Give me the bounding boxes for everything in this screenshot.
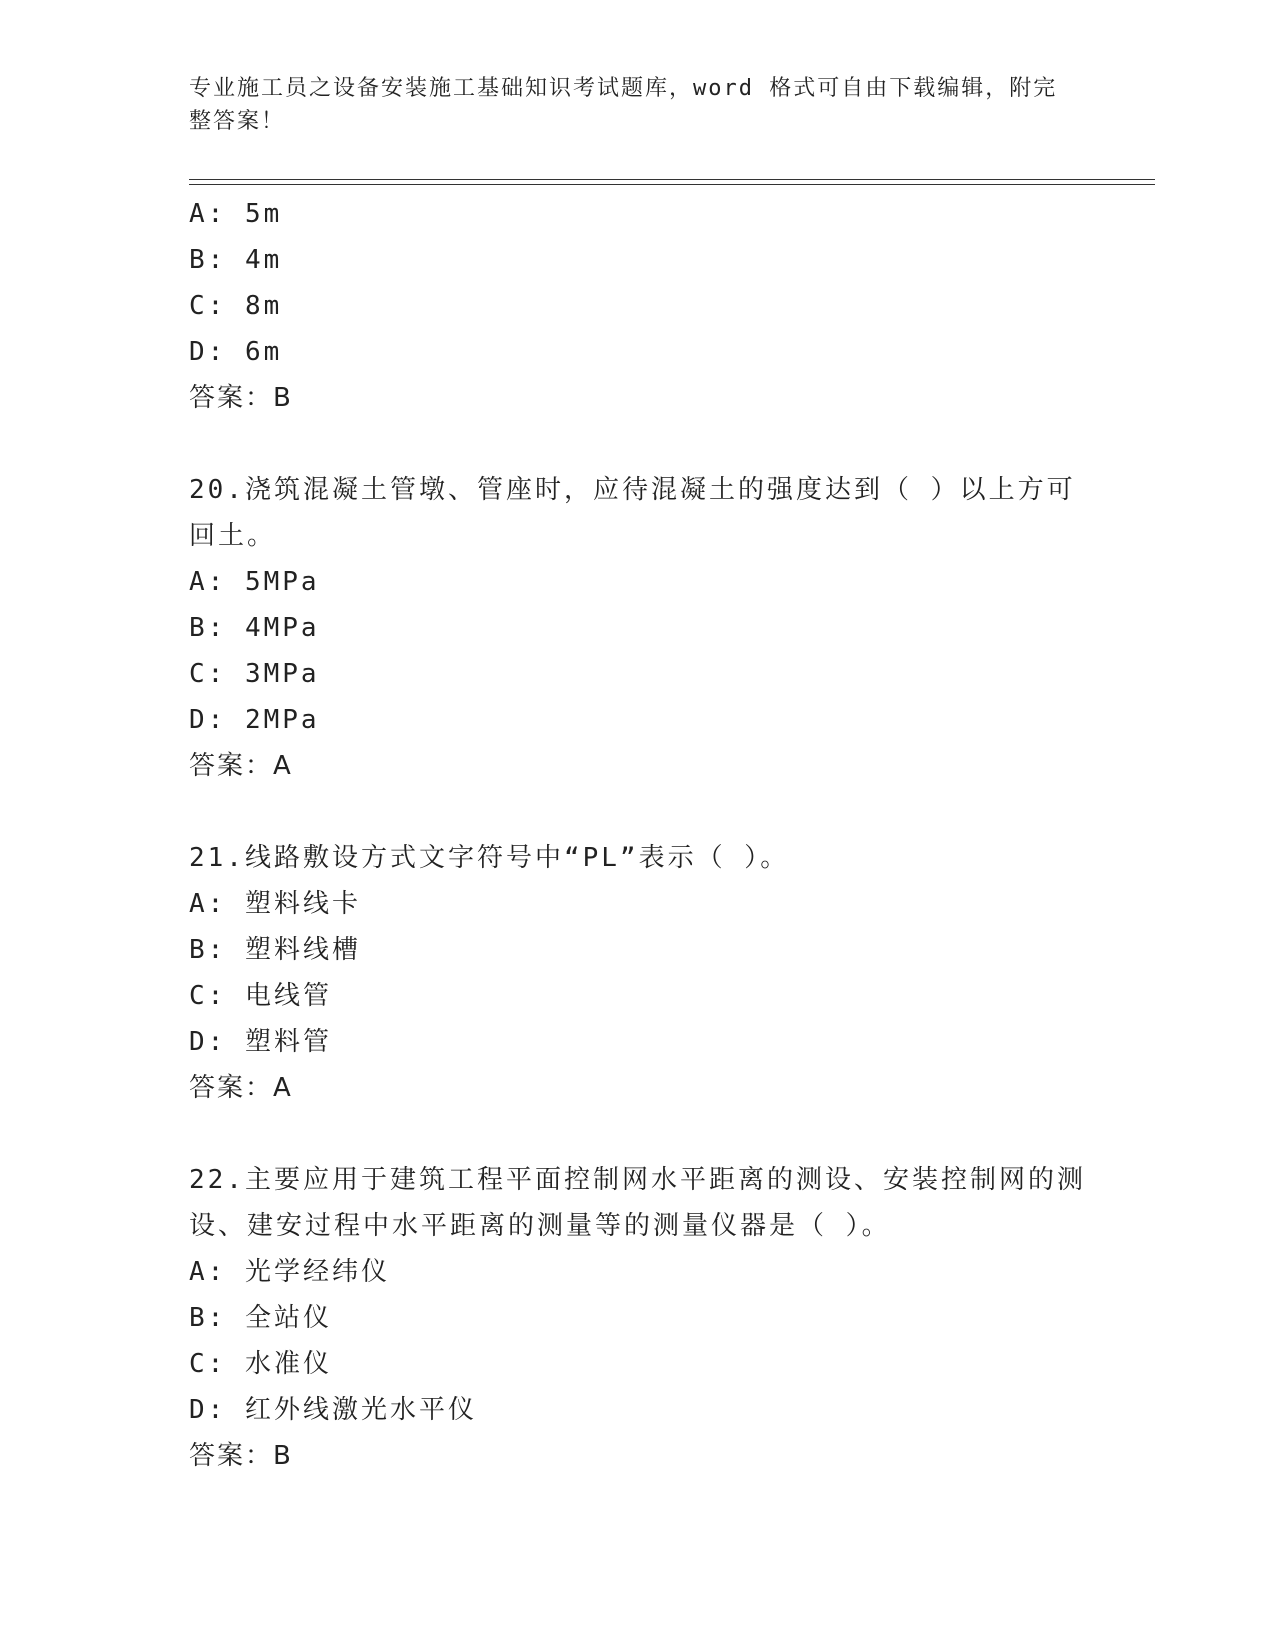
header-divider-top — [189, 179, 1155, 180]
spacer — [189, 421, 1089, 467]
answer: 答案：A — [189, 1073, 293, 1103]
spacer — [189, 789, 1089, 835]
option-b: B: 4MPa — [189, 613, 320, 643]
header-line-2: 整答案！ — [189, 109, 286, 134]
question-stem: 22.主要应用于建筑工程平面控制网水平距离的测设、安装控制网的测 — [189, 1165, 1086, 1195]
option-a: A: 5m — [189, 199, 283, 229]
option-a: A: 5MPa — [189, 567, 320, 597]
document-header — [189, 72, 1069, 138]
option-c: C: 水准仪 — [189, 1349, 332, 1379]
option-d: D: 6m — [189, 337, 283, 367]
option-a: A: 塑料线卡 — [189, 889, 361, 919]
header-divider-bottom — [189, 184, 1155, 185]
answer: 答案：B — [189, 383, 293, 413]
option-a: A: 光学经纬仪 — [189, 1257, 390, 1287]
answer: 答案：A — [189, 751, 293, 781]
option-d: D: 红外线激光水平仪 — [189, 1395, 477, 1425]
question-22 — [189, 1157, 1089, 1479]
question-21 — [189, 835, 1089, 1111]
header-line-1: 专业施工员之设备安装施工基础知识考试题库，word 格式可自由下载编辑，附完 — [189, 76, 1058, 101]
spacer — [189, 1111, 1089, 1157]
option-c: C: 8m — [189, 291, 283, 321]
option-c: C: 3MPa — [189, 659, 320, 689]
answer: 答案：B — [189, 1441, 293, 1471]
option-d: D: 塑料管 — [189, 1027, 332, 1057]
question-stem-continued: 回土。 — [189, 521, 277, 551]
question-stem: 21.线路敷设方式文字符号中“PL”表示（ ）。 — [189, 843, 790, 873]
option-d: D: 2MPa — [189, 705, 320, 735]
question-stem-continued: 设、建安过程中水平距离的测量等的测量仪器是（ ）。 — [189, 1211, 891, 1241]
option-b: B: 塑料线槽 — [189, 935, 361, 965]
question-20 — [189, 467, 1089, 789]
question-stem: 20.浇筑混凝土管墩、管座时，应待混凝土的强度达到（ ）以上方可 — [189, 475, 1076, 505]
question-19 — [189, 191, 1089, 421]
option-c: C: 电线管 — [189, 981, 332, 1011]
question-list — [189, 191, 1089, 1479]
option-b: B: 全站仪 — [189, 1303, 332, 1333]
option-b: B: 4m — [189, 245, 283, 275]
